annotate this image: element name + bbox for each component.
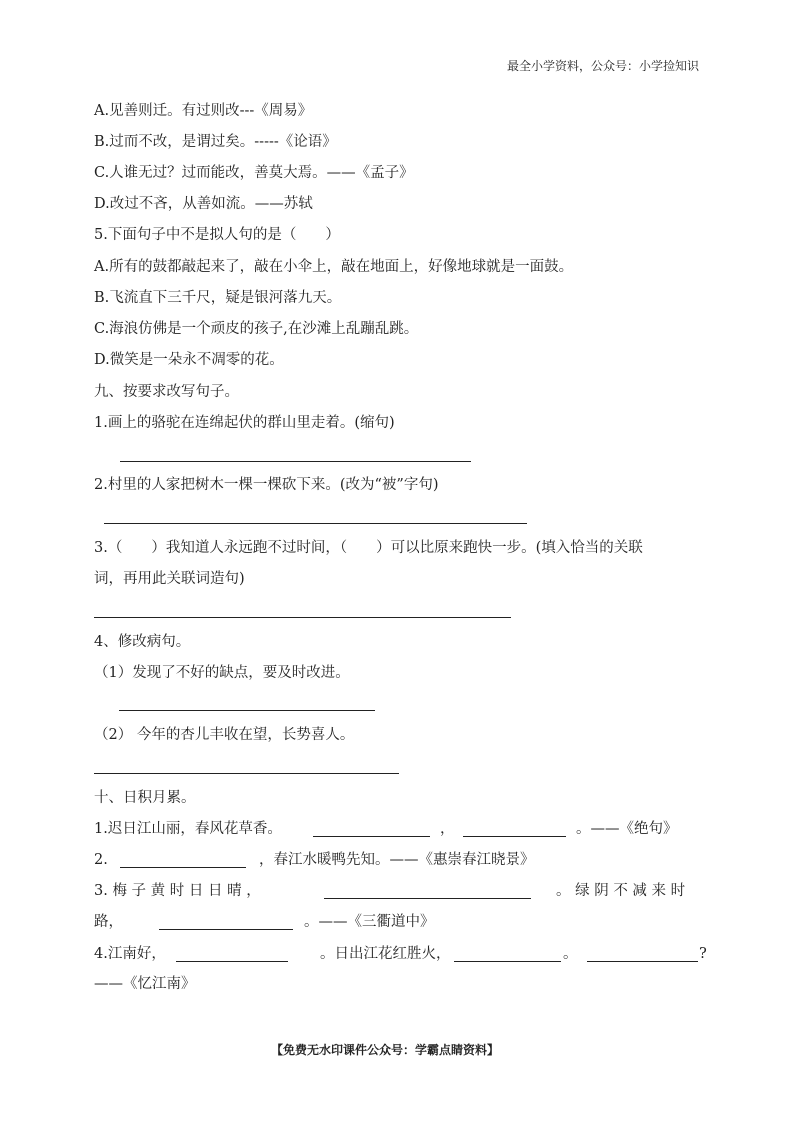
s10-line3-c: 路， (94, 914, 123, 930)
q4-option-c: C.人谁无过？过而能改，善莫大焉。——《孟子》 (94, 165, 414, 181)
s10-line4-a: 4.江南好， (94, 946, 166, 962)
s10-line4-source: ——《忆江南》 (94, 976, 196, 992)
q4-option-a: A.见善则迁。有过则改---《周易》 (94, 103, 313, 119)
q5-stem: 5.下面句子中不是拟人句的是（ ） (94, 227, 340, 243)
s9-q4-1-answer-line[interactable] (119, 710, 375, 711)
s9-q2-answer-line[interactable] (104, 523, 527, 524)
s9-q3-answer-line[interactable] (94, 617, 511, 618)
s10-line3-blank2[interactable] (159, 929, 293, 930)
s10-line4-blank1[interactable] (176, 961, 288, 962)
q5-option-a: A.所有的鼓都敲起来了，敲在小伞上，敲在地面上，好像地球就是一面鼓。 (94, 259, 574, 275)
s10-line1-blank2[interactable] (463, 836, 566, 837)
q5-option-b: B.飞流直下三千尺，疑是银河落九天。 (94, 290, 342, 306)
s9-q1: 1.画上的骆驼在连绵起伏的群山里走着。(缩句) (94, 415, 395, 431)
s9-q3-line2: 词，再用此关联词造句) (94, 571, 245, 587)
s10-line2-a: 2. (94, 852, 108, 868)
s10-line1-blank1[interactable] (313, 836, 430, 837)
s10-line2-b: ，春江水暖鸭先知。——《惠崇春江晓景》 (259, 852, 535, 868)
s10-line4-b: 。日出江花红胜火， (320, 946, 451, 962)
s10-line4-blank2[interactable] (454, 961, 561, 962)
s10-line1-a: 1.迟日江山丽，春风花草香。 (94, 821, 282, 837)
s10-line4-d: ? (699, 946, 707, 962)
s9-q2: 2.村里的人家把树木一棵一棵砍下来。(改为“被”字句) (94, 477, 439, 493)
q4-option-b: B.过而不改，是谓过矣。-----《论语》 (94, 134, 337, 150)
section9-title: 九、按要求改写句子。 (94, 384, 239, 400)
s9-q4-1: （1）发现了不好的缺点，要及时改进。 (94, 665, 350, 681)
s9-q1-answer-line[interactable] (120, 461, 471, 462)
s10-line1-b: ， (440, 821, 455, 837)
s10-line4-blank3[interactable] (587, 961, 698, 962)
footer-note: 【免费无水印课件公众号：学霸点睛资料】 (271, 1043, 500, 1057)
s10-line3-b: 。 绿 阴 不 减 来 时 (556, 883, 686, 899)
s10-line3-d: 。——《三衢道中》 (304, 914, 435, 930)
s10-line3-a: 3. 梅 子 黄 时 日 日 晴 ， (94, 883, 261, 899)
s9-q4-title: 4、修改病句。 (94, 634, 191, 650)
section10-title: 十、日积月累。 (94, 790, 196, 806)
s10-line3-blank[interactable] (324, 898, 531, 899)
s9-q4-2-answer-line[interactable] (94, 773, 399, 774)
s9-q4-2: （2） 今年的杏儿丰收在望，长势喜人。 (94, 727, 355, 743)
q5-option-c: C.海浪仿佛是一个顽皮的孩子,在沙滩上乱蹦乱跳。 (94, 321, 419, 337)
s10-line2-blank[interactable] (120, 867, 246, 868)
q5-option-d: D.微笑是一朵永不凋零的花。 (94, 352, 284, 368)
s9-q3-line1: 3.（ ）我知道人永远跑不过时间，（ ）可以比原来跑快一步。(填入恰当的关联 (94, 540, 643, 556)
s10-line1-c: 。——《绝句》 (576, 821, 678, 837)
q4-option-d: D.改过不吝，从善如流。——苏轼 (94, 196, 313, 212)
s10-line4-c: 。 (563, 946, 578, 962)
header-note: 最全小学资料，公众号：小学捡知识 (507, 59, 700, 73)
